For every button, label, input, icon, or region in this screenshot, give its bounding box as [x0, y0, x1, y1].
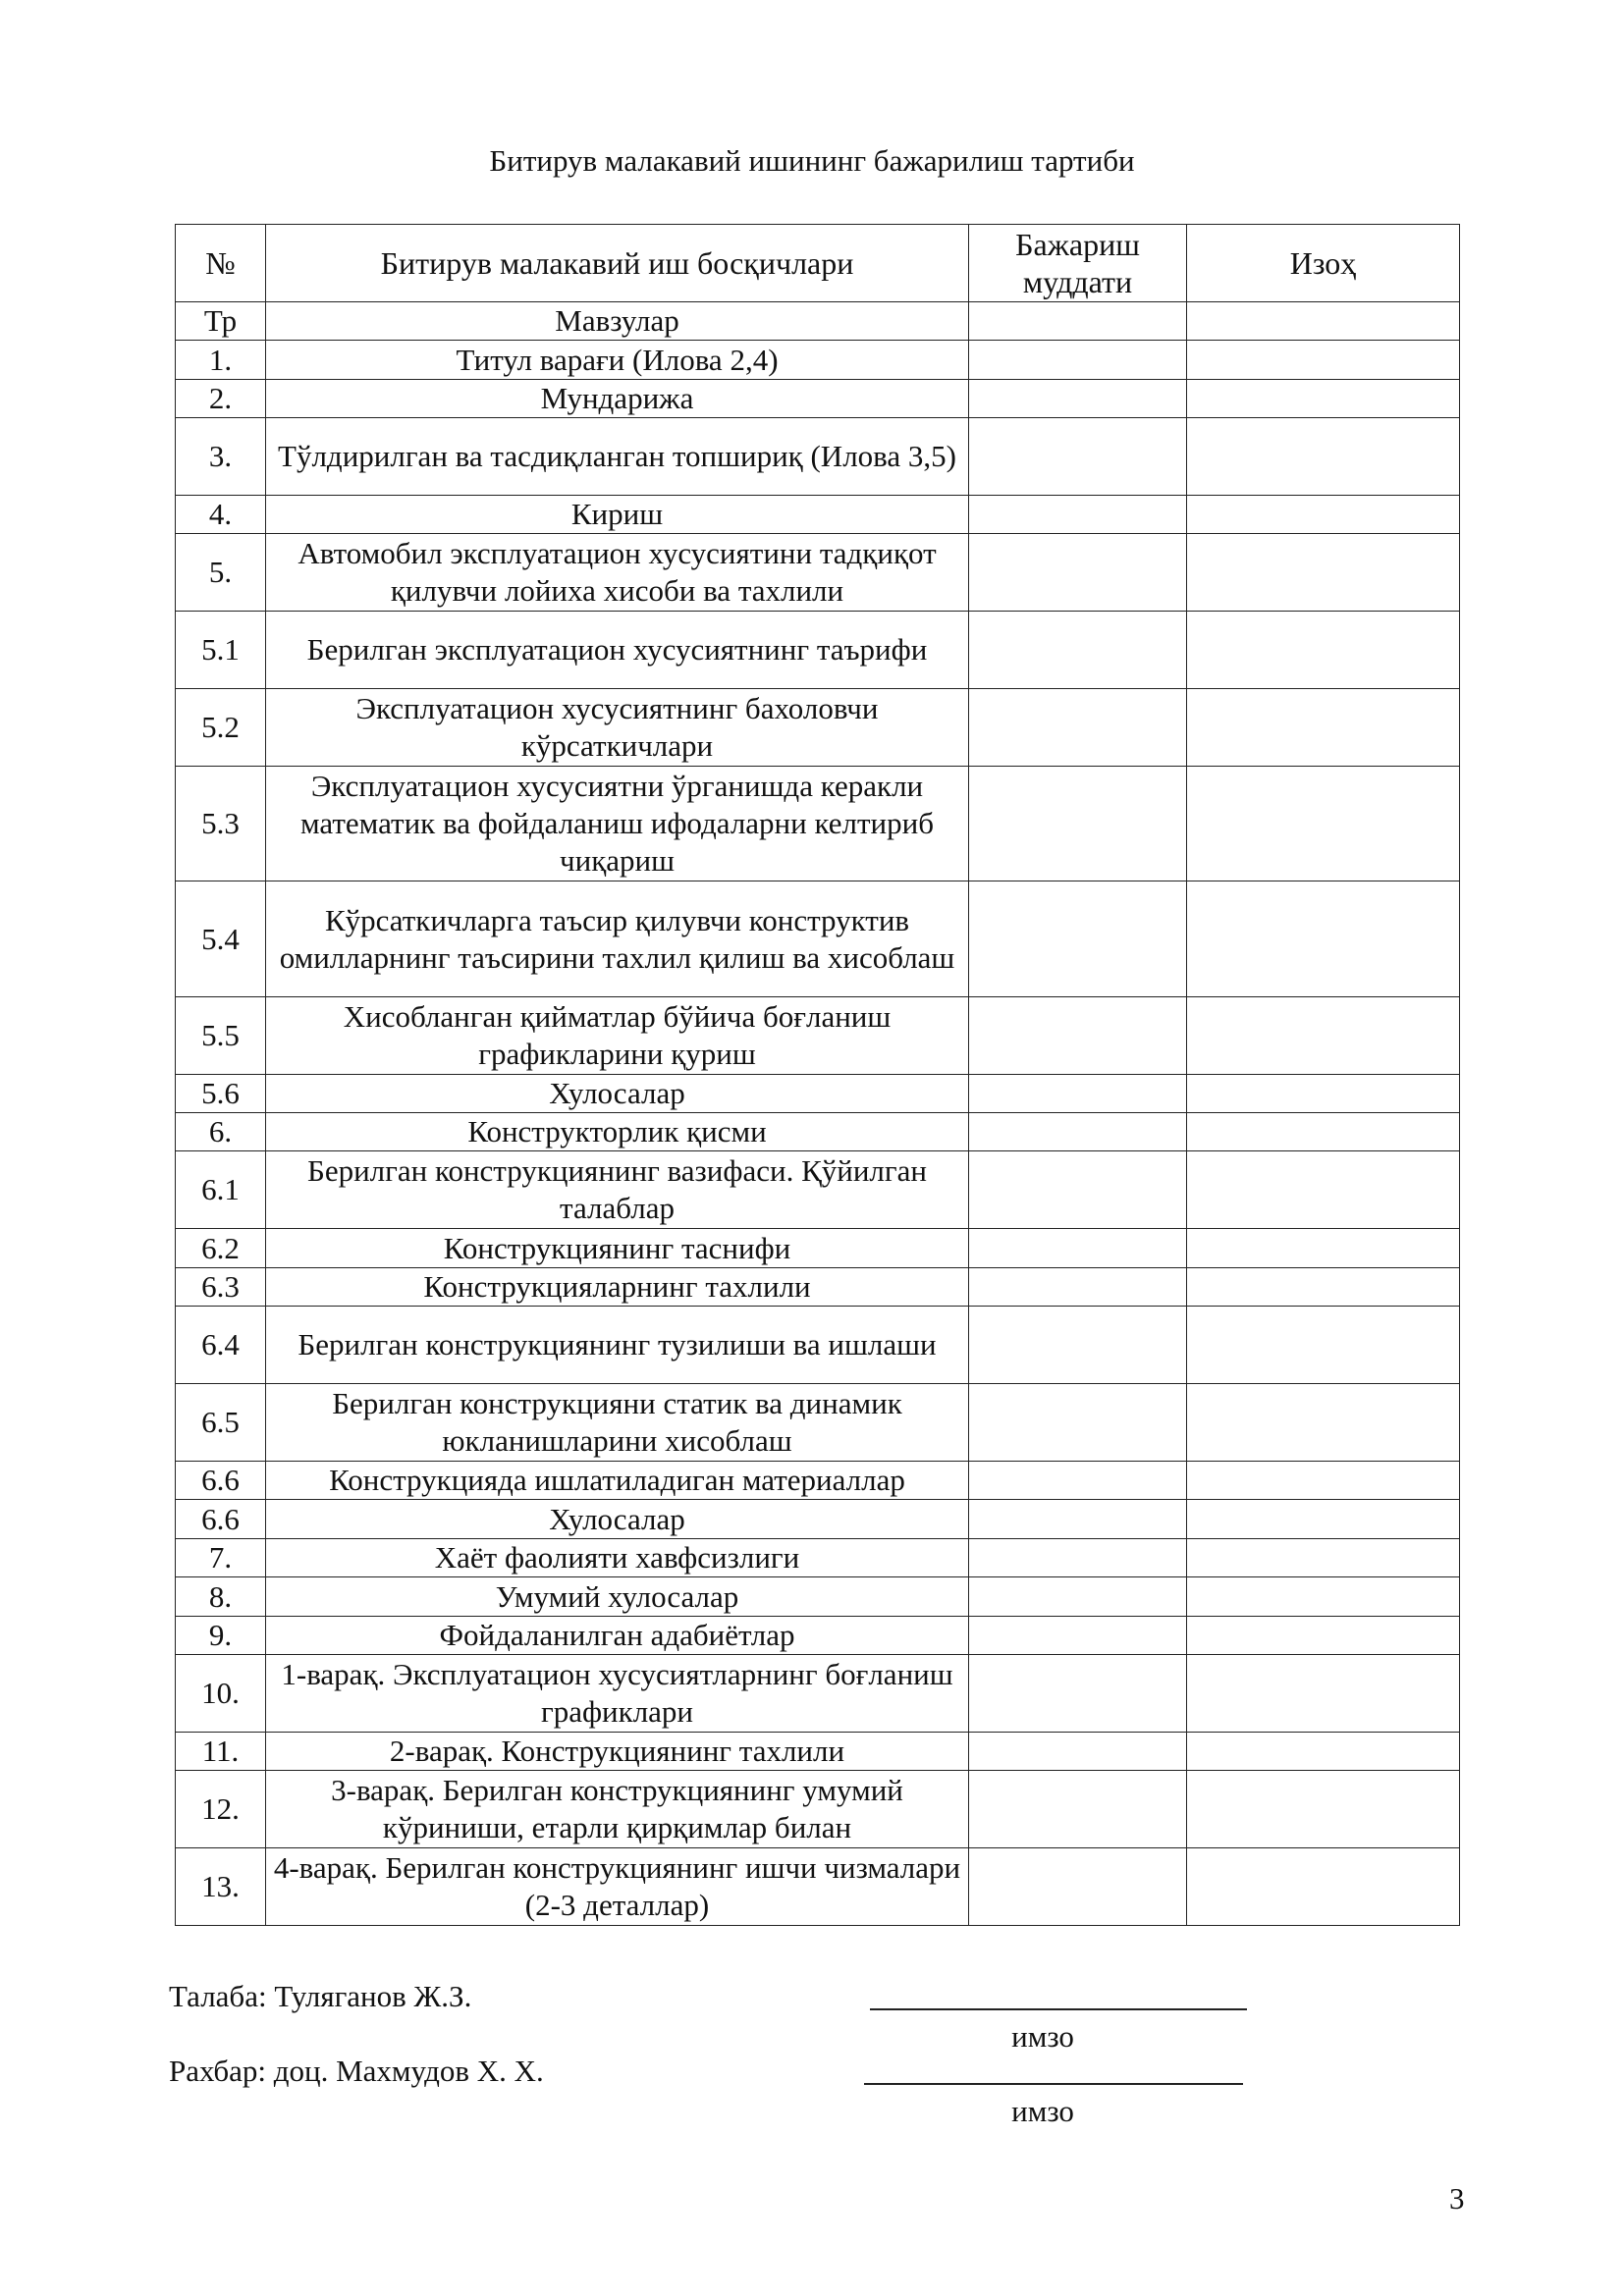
row-number: 6.6: [176, 1500, 266, 1539]
row-number: 6.5: [176, 1384, 266, 1462]
row-note: [1187, 1462, 1460, 1500]
table-row: [176, 1462, 1460, 1500]
row-number: 5.: [176, 534, 266, 612]
row-stage: Конструкцияларнинг тахлили: [266, 1268, 969, 1307]
header-note: Изоҳ: [1187, 225, 1460, 302]
row-note: [1187, 1771, 1460, 1848]
row-stage: 1-варақ. Эксплуатацион хусусиятларнинг боғланиш графиклари: [266, 1655, 969, 1733]
row-number: 3.: [176, 418, 266, 496]
row-deadline: [969, 1229, 1187, 1268]
page-number: 3: [1449, 2181, 1465, 2216]
row-note: [1187, 881, 1460, 997]
row-deadline: [969, 1307, 1187, 1384]
row-stage: Хисобланган қийматлар бўйича боғланиш графикларини қуриш: [266, 997, 969, 1075]
row-stage: Берилган конструкциянинг тузилиши ва ишлаши: [266, 1307, 969, 1384]
row-deadline: [969, 1384, 1187, 1462]
row-deadline: [969, 380, 1187, 418]
row-deadline: [969, 1655, 1187, 1733]
row-note: [1187, 1617, 1460, 1655]
table-row: [176, 1384, 1460, 1462]
row-note: [1187, 1229, 1460, 1268]
table-header-row: [176, 225, 1460, 302]
table-row: [176, 534, 1460, 612]
row-note: [1187, 1075, 1460, 1113]
table-row: [176, 1655, 1460, 1733]
row-note: [1187, 1113, 1460, 1151]
row-note: [1187, 1384, 1460, 1462]
row-note: [1187, 1848, 1460, 1926]
row-number: 11.: [176, 1733, 266, 1771]
row-deadline: [969, 1075, 1187, 1113]
row-number: 6.: [176, 1113, 266, 1151]
row-note: [1187, 767, 1460, 881]
row-number: 5.6: [176, 1075, 266, 1113]
student-signature-label: Талаба: Туляганов Ж.З.: [169, 1979, 472, 2013]
row-stage: Умумий хулосалар: [266, 1577, 969, 1617]
row-number: 6.4: [176, 1307, 266, 1384]
row-deadline: [969, 1577, 1187, 1617]
row-stage: Титул варағи (Илова 2,4): [266, 341, 969, 380]
row-deadline: [969, 1268, 1187, 1307]
row-stage: Хулосалар: [266, 1075, 969, 1113]
table-row: [176, 1500, 1460, 1539]
row-note: [1187, 341, 1460, 380]
row-deadline: [969, 1617, 1187, 1655]
table-row: [176, 1577, 1460, 1617]
table-row: [176, 380, 1460, 418]
row-deadline: [969, 418, 1187, 496]
row-stage: 4-варақ. Берилган конструкциянинг ишчи чизмалари (2-3 деталлар): [266, 1848, 969, 1926]
row-stage: Кириш: [266, 496, 969, 534]
row-stage: Тўлдирилган ва тасдиқланган топшириқ (Илова 3,5): [266, 418, 969, 496]
row-number: 5.1: [176, 612, 266, 689]
work-plan-table: [175, 224, 1460, 1926]
table-row: [176, 689, 1460, 767]
row-note: [1187, 997, 1460, 1075]
row-deadline: [969, 1771, 1187, 1848]
row-stage: Мавзулар: [266, 302, 969, 341]
row-stage: Кўрсаткичларга таъсир қилувчи конструктив омилларнинг таъсирини тахлил қилиш ва хисоблаш: [266, 881, 969, 997]
table-row: [176, 1771, 1460, 1848]
row-number: 6.1: [176, 1151, 266, 1229]
row-deadline: [969, 689, 1187, 767]
row-stage: Хулосалар: [266, 1500, 969, 1539]
table-row: [176, 1229, 1460, 1268]
table-row: [176, 1268, 1460, 1307]
table-row: [176, 1113, 1460, 1151]
student-signature-line: [870, 2008, 1247, 2010]
row-note: [1187, 1539, 1460, 1577]
row-number: 2.: [176, 380, 266, 418]
row-number: 5.3: [176, 767, 266, 881]
table-row: [176, 341, 1460, 380]
header-deadline: Бажариш муддати: [969, 225, 1187, 302]
supervisor-signature-caption: имзо: [1011, 2094, 1074, 2128]
row-number: 7.: [176, 1539, 266, 1577]
table-row: [176, 418, 1460, 496]
table-row: [176, 1617, 1460, 1655]
student-signature-caption: имзо: [1011, 2019, 1074, 2054]
row-stage: Берилган конструкцияни статик ва динамик юкланишларини хисоблаш: [266, 1384, 969, 1462]
row-number: 5.4: [176, 881, 266, 997]
row-number: 1.: [176, 341, 266, 380]
row-deadline: [969, 997, 1187, 1075]
row-number: 10.: [176, 1655, 266, 1733]
page-title: Битирув малакавий ишининг бажарилиш тартиби: [489, 143, 1135, 178]
row-number: 12.: [176, 1771, 266, 1848]
table-row: [176, 302, 1460, 341]
row-note: [1187, 1500, 1460, 1539]
row-number: 13.: [176, 1848, 266, 1926]
row-deadline: [969, 612, 1187, 689]
row-stage: Мундарижа: [266, 380, 969, 418]
row-stage: Фойдаланилган адабиётлар: [266, 1617, 969, 1655]
row-stage: 3-варақ. Берилган конструкциянинг умумий кўриниши, етарли қирқимлар билан: [266, 1771, 969, 1848]
row-note: [1187, 689, 1460, 767]
table-row: [176, 1539, 1460, 1577]
row-stage: Эксплуатацион хусусиятни ўрганишда керакли математик ва фойдаланиш ифодаларни келтириб чиқариш: [266, 767, 969, 881]
table-row: [176, 612, 1460, 689]
table-row: [176, 1733, 1460, 1771]
row-deadline: [969, 881, 1187, 997]
table-row: [176, 881, 1460, 997]
row-note: [1187, 1151, 1460, 1229]
row-note: [1187, 302, 1460, 341]
row-deadline: [969, 1848, 1187, 1926]
row-note: [1187, 418, 1460, 496]
row-note: [1187, 1307, 1460, 1384]
row-stage: Конструкторлик қисми: [266, 1113, 969, 1151]
row-stage: Автомобил эксплуатацион хусусиятини тадқиқот қилувчи лойиха хисоби ва тахлили: [266, 534, 969, 612]
row-note: [1187, 496, 1460, 534]
row-stage: Конструкциянинг таснифи: [266, 1229, 969, 1268]
row-number: 6.3: [176, 1268, 266, 1307]
row-deadline: [969, 1462, 1187, 1500]
header-stage: Битирув малакавий иш босқичлари: [266, 225, 969, 302]
row-number: Тр: [176, 302, 266, 341]
row-stage: Эксплуатацион хусусиятнинг бахоловчи кўрсаткичлари: [266, 689, 969, 767]
row-deadline: [969, 1733, 1187, 1771]
row-number: 6.6: [176, 1462, 266, 1500]
row-note: [1187, 534, 1460, 612]
table-row: [176, 1307, 1460, 1384]
row-deadline: [969, 534, 1187, 612]
row-deadline: [969, 1500, 1187, 1539]
table-row: [176, 1151, 1460, 1229]
header-number: №: [176, 225, 266, 302]
row-number: 6.2: [176, 1229, 266, 1268]
row-deadline: [969, 1151, 1187, 1229]
row-note: [1187, 1655, 1460, 1733]
table-row: [176, 1848, 1460, 1926]
row-number: 8.: [176, 1577, 266, 1617]
row-note: [1187, 1577, 1460, 1617]
row-note: [1187, 1268, 1460, 1307]
supervisor-signature-label: Рахбар: доц. Махмудов Х. Х.: [169, 2054, 544, 2088]
row-stage: Хаёт фаолияти хавфсизлиги: [266, 1539, 969, 1577]
row-stage: Берилган конструкциянинг вазифаси. Қўйилган талаблар: [266, 1151, 969, 1229]
row-deadline: [969, 341, 1187, 380]
row-stage: 2-варақ. Конструкциянинг тахлили: [266, 1733, 969, 1771]
supervisor-signature-line: [864, 2083, 1243, 2085]
row-number: 4.: [176, 496, 266, 534]
row-number: 5.2: [176, 689, 266, 767]
table-row: [176, 496, 1460, 534]
table-row: [176, 1075, 1460, 1113]
row-number: 9.: [176, 1617, 266, 1655]
table-row: [176, 997, 1460, 1075]
row-deadline: [969, 302, 1187, 341]
row-deadline: [969, 1539, 1187, 1577]
row-deadline: [969, 1113, 1187, 1151]
row-stage: Конструкцияда ишлатиладиган материаллар: [266, 1462, 969, 1500]
row-note: [1187, 612, 1460, 689]
row-number: 5.5: [176, 997, 266, 1075]
row-stage: Берилган эксплуатацион хусусиятнинг таърифи: [266, 612, 969, 689]
row-note: [1187, 1733, 1460, 1771]
row-deadline: [969, 767, 1187, 881]
row-note: [1187, 380, 1460, 418]
row-deadline: [969, 496, 1187, 534]
table-row: [176, 767, 1460, 881]
